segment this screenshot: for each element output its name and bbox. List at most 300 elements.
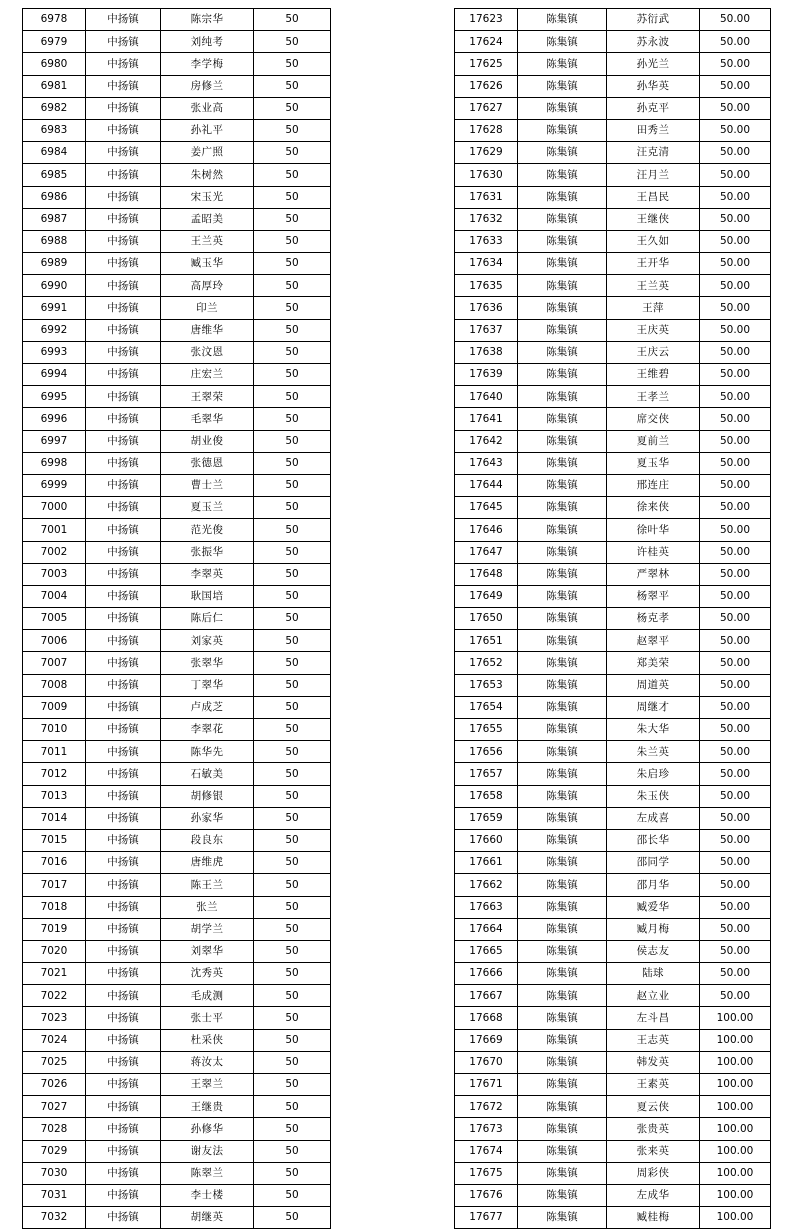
cell-town: 陈集镇 xyxy=(518,763,607,785)
table-row xyxy=(23,940,331,962)
cell-id: 17640 xyxy=(455,386,518,408)
cell-amount: 50.00 xyxy=(700,319,771,341)
cell-amount: 50.00 xyxy=(700,119,771,141)
cell-amount: 50.00 xyxy=(700,719,771,741)
cell-town: 陈集镇 xyxy=(518,874,607,896)
cell-amount: 50 xyxy=(254,829,331,851)
cell-amount: 50.00 xyxy=(700,519,771,541)
cell-name: 王兰英 xyxy=(607,275,700,297)
cell-name: 张士平 xyxy=(161,1007,254,1029)
cell-amount: 50 xyxy=(254,186,331,208)
cell-id: 6984 xyxy=(23,142,86,164)
cell-name: 唐维虎 xyxy=(161,852,254,874)
cell-town: 陈集镇 xyxy=(518,541,607,563)
cell-name: 张翠华 xyxy=(161,652,254,674)
table-row xyxy=(23,452,331,474)
cell-town: 中扬镇 xyxy=(86,474,161,496)
cell-town: 中扬镇 xyxy=(86,652,161,674)
cell-amount: 50.00 xyxy=(700,763,771,785)
table-row xyxy=(23,341,331,363)
cell-town: 陈集镇 xyxy=(518,829,607,851)
cell-town: 中扬镇 xyxy=(86,696,161,718)
cell-amount: 50 xyxy=(254,1051,331,1073)
table-row xyxy=(23,1140,331,1162)
table-row xyxy=(23,186,331,208)
cell-town: 陈集镇 xyxy=(518,386,607,408)
cell-town: 陈集镇 xyxy=(518,253,607,275)
cell-town: 中扬镇 xyxy=(86,585,161,607)
cell-id: 17659 xyxy=(455,807,518,829)
cell-amount: 50 xyxy=(254,652,331,674)
table-row xyxy=(455,719,771,741)
cell-id: 17645 xyxy=(455,497,518,519)
table-row xyxy=(23,608,331,630)
cell-amount: 50.00 xyxy=(700,430,771,452)
cell-id: 7012 xyxy=(23,763,86,785)
cell-name: 臧月梅 xyxy=(607,918,700,940)
cell-name: 王萍 xyxy=(607,297,700,319)
cell-town: 陈集镇 xyxy=(518,1051,607,1073)
cell-amount: 50.00 xyxy=(700,142,771,164)
cell-id: 17629 xyxy=(455,142,518,164)
cell-name: 唐维华 xyxy=(161,319,254,341)
cell-name: 胡业俊 xyxy=(161,430,254,452)
cell-name: 孙克平 xyxy=(607,97,700,119)
cell-name: 周继才 xyxy=(607,696,700,718)
cell-town: 陈集镇 xyxy=(518,408,607,430)
cell-amount: 50.00 xyxy=(700,963,771,985)
cell-id: 17656 xyxy=(455,741,518,763)
cell-id: 17630 xyxy=(455,164,518,186)
table-row xyxy=(23,741,331,763)
cell-town: 陈集镇 xyxy=(518,1140,607,1162)
cell-id: 17626 xyxy=(455,75,518,97)
cell-amount: 50 xyxy=(254,275,331,297)
cell-id: 17655 xyxy=(455,719,518,741)
cell-name: 胡继英 xyxy=(161,1207,254,1229)
cell-id: 17663 xyxy=(455,896,518,918)
cell-amount: 50 xyxy=(254,1207,331,1229)
cell-name: 李翠英 xyxy=(161,563,254,585)
table-row xyxy=(23,696,331,718)
table-row xyxy=(455,985,771,1007)
cell-amount: 50.00 xyxy=(700,186,771,208)
table-row xyxy=(23,164,331,186)
cell-amount: 50 xyxy=(254,497,331,519)
cell-town: 陈集镇 xyxy=(518,1029,607,1051)
cell-town: 中扬镇 xyxy=(86,341,161,363)
cell-name: 孙修华 xyxy=(161,1118,254,1140)
table-row xyxy=(23,985,331,1007)
cell-town: 陈集镇 xyxy=(518,1184,607,1206)
cell-id: 17672 xyxy=(455,1096,518,1118)
table-row xyxy=(455,97,771,119)
table-row xyxy=(23,630,331,652)
cell-id: 7010 xyxy=(23,719,86,741)
cell-id: 17637 xyxy=(455,319,518,341)
cell-town: 中扬镇 xyxy=(86,497,161,519)
cell-name: 王昌民 xyxy=(607,186,700,208)
table-row xyxy=(455,519,771,541)
table-row xyxy=(455,563,771,585)
cell-amount: 50.00 xyxy=(700,364,771,386)
table-row xyxy=(455,142,771,164)
table-row xyxy=(455,253,771,275)
table-row xyxy=(455,497,771,519)
cell-name: 周彩侠 xyxy=(607,1162,700,1184)
cell-id: 17657 xyxy=(455,763,518,785)
cell-town: 中扬镇 xyxy=(86,918,161,940)
cell-town: 陈集镇 xyxy=(518,341,607,363)
cell-id: 6995 xyxy=(23,386,86,408)
table-row xyxy=(23,541,331,563)
table-row xyxy=(455,608,771,630)
cell-amount: 100.00 xyxy=(700,1118,771,1140)
cell-id: 17634 xyxy=(455,253,518,275)
cell-name: 苏衍武 xyxy=(607,9,700,31)
cell-town: 陈集镇 xyxy=(518,896,607,918)
cell-id: 7005 xyxy=(23,608,86,630)
cell-name: 宋玉光 xyxy=(161,186,254,208)
cell-town: 中扬镇 xyxy=(86,319,161,341)
cell-name: 庄宏兰 xyxy=(161,364,254,386)
cell-town: 陈集镇 xyxy=(518,940,607,962)
cell-name: 席交侠 xyxy=(607,408,700,430)
cell-town: 中扬镇 xyxy=(86,563,161,585)
cell-amount: 50.00 xyxy=(700,807,771,829)
cell-amount: 50 xyxy=(254,1162,331,1184)
cell-town: 中扬镇 xyxy=(86,608,161,630)
cell-amount: 50.00 xyxy=(700,896,771,918)
table-row xyxy=(23,297,331,319)
cell-id: 17650 xyxy=(455,608,518,630)
cell-amount: 50.00 xyxy=(700,208,771,230)
table-row xyxy=(455,829,771,851)
cell-name: 徐叶华 xyxy=(607,519,700,541)
table-row xyxy=(455,452,771,474)
cell-name: 石敏美 xyxy=(161,763,254,785)
cell-id: 6996 xyxy=(23,408,86,430)
table-row xyxy=(455,186,771,208)
cell-id: 6981 xyxy=(23,75,86,97)
cell-amount: 50 xyxy=(254,364,331,386)
cell-name: 杨克孝 xyxy=(607,608,700,630)
cell-amount: 50 xyxy=(254,807,331,829)
cell-amount: 50 xyxy=(254,852,331,874)
cell-name: 孙家华 xyxy=(161,807,254,829)
cell-id: 7013 xyxy=(23,785,86,807)
cell-amount: 50 xyxy=(254,940,331,962)
cell-amount: 50.00 xyxy=(700,497,771,519)
cell-id: 17668 xyxy=(455,1007,518,1029)
cell-amount: 50.00 xyxy=(700,696,771,718)
cell-name: 印兰 xyxy=(161,297,254,319)
table-row xyxy=(455,741,771,763)
cell-town: 中扬镇 xyxy=(86,829,161,851)
cell-name: 韩发英 xyxy=(607,1051,700,1073)
cell-town: 中扬镇 xyxy=(86,297,161,319)
cell-id: 17647 xyxy=(455,541,518,563)
cell-amount: 50 xyxy=(254,1184,331,1206)
cell-name: 邵同学 xyxy=(607,852,700,874)
cell-id: 17639 xyxy=(455,364,518,386)
table-row xyxy=(455,652,771,674)
cell-amount: 50.00 xyxy=(700,874,771,896)
cell-town: 陈集镇 xyxy=(518,674,607,696)
cell-amount: 50.00 xyxy=(700,230,771,252)
cell-name: 王素英 xyxy=(607,1074,700,1096)
cell-id: 7026 xyxy=(23,1074,86,1096)
cell-town: 中扬镇 xyxy=(86,9,161,31)
cell-amount: 50.00 xyxy=(700,297,771,319)
cell-name: 范光俊 xyxy=(161,519,254,541)
table-row xyxy=(23,852,331,874)
cell-id: 17641 xyxy=(455,408,518,430)
cell-id: 7032 xyxy=(23,1207,86,1229)
table-row xyxy=(23,519,331,541)
table-row xyxy=(23,9,331,31)
cell-name: 邵月华 xyxy=(607,874,700,896)
cell-id: 17623 xyxy=(455,9,518,31)
cell-name: 孙光兰 xyxy=(607,53,700,75)
table-row xyxy=(23,253,331,275)
cell-name: 胡学兰 xyxy=(161,918,254,940)
cell-id: 7023 xyxy=(23,1007,86,1029)
cell-name: 许桂英 xyxy=(607,541,700,563)
cell-name: 苏永波 xyxy=(607,31,700,53)
cell-town: 陈集镇 xyxy=(518,1162,607,1184)
cell-id: 17627 xyxy=(455,97,518,119)
cell-amount: 50.00 xyxy=(700,741,771,763)
cell-amount: 50 xyxy=(254,563,331,585)
cell-id: 6991 xyxy=(23,297,86,319)
cell-amount: 50.00 xyxy=(700,341,771,363)
cell-town: 中扬镇 xyxy=(86,430,161,452)
cell-amount: 50 xyxy=(254,719,331,741)
cell-name: 朱兰英 xyxy=(607,741,700,763)
cell-name: 姜广照 xyxy=(161,142,254,164)
cell-town: 陈集镇 xyxy=(518,963,607,985)
cell-amount: 50 xyxy=(254,1029,331,1051)
cell-town: 陈集镇 xyxy=(518,319,607,341)
cell-town: 陈集镇 xyxy=(518,741,607,763)
cell-name: 谢友法 xyxy=(161,1140,254,1162)
cell-id: 17675 xyxy=(455,1162,518,1184)
cell-id: 17649 xyxy=(455,585,518,607)
cell-amount: 100.00 xyxy=(700,1051,771,1073)
table-row xyxy=(455,341,771,363)
table-row xyxy=(455,1007,771,1029)
cell-id: 7019 xyxy=(23,918,86,940)
cell-name: 朱玉侠 xyxy=(607,785,700,807)
cell-town: 陈集镇 xyxy=(518,31,607,53)
cell-name: 臧爱华 xyxy=(607,896,700,918)
cell-town: 陈集镇 xyxy=(518,630,607,652)
table-row xyxy=(23,652,331,674)
cell-id: 7008 xyxy=(23,674,86,696)
table-row xyxy=(23,918,331,940)
cell-id: 7007 xyxy=(23,652,86,674)
cell-id: 17651 xyxy=(455,630,518,652)
cell-name: 陈宗华 xyxy=(161,9,254,31)
cell-town: 中扬镇 xyxy=(86,408,161,430)
cell-id: 7015 xyxy=(23,829,86,851)
cell-id: 17671 xyxy=(455,1074,518,1096)
table-row xyxy=(23,563,331,585)
table-row xyxy=(23,674,331,696)
table-row xyxy=(23,1184,331,1206)
cell-id: 17676 xyxy=(455,1184,518,1206)
cell-town: 中扬镇 xyxy=(86,741,161,763)
cell-id: 17660 xyxy=(455,829,518,851)
cell-name: 朱启珍 xyxy=(607,763,700,785)
cell-id: 7003 xyxy=(23,563,86,585)
cell-amount: 50.00 xyxy=(700,563,771,585)
table-row xyxy=(23,119,331,141)
table-row xyxy=(23,1029,331,1051)
cell-town: 陈集镇 xyxy=(518,652,607,674)
cell-town: 中扬镇 xyxy=(86,763,161,785)
cell-town: 中扬镇 xyxy=(86,230,161,252)
cell-town: 中扬镇 xyxy=(86,164,161,186)
cell-name: 王庆云 xyxy=(607,341,700,363)
cell-id: 7000 xyxy=(23,497,86,519)
cell-id: 7025 xyxy=(23,1051,86,1073)
cell-name: 王孝兰 xyxy=(607,386,700,408)
cell-id: 7004 xyxy=(23,585,86,607)
cell-id: 6980 xyxy=(23,53,86,75)
cell-amount: 50.00 xyxy=(700,275,771,297)
cell-town: 中扬镇 xyxy=(86,31,161,53)
table-row xyxy=(455,208,771,230)
cell-name: 陈后仁 xyxy=(161,608,254,630)
cell-amount: 50.00 xyxy=(700,31,771,53)
cell-id: 7001 xyxy=(23,519,86,541)
cell-name: 汪月兰 xyxy=(607,164,700,186)
cell-town: 中扬镇 xyxy=(86,896,161,918)
cell-id: 6993 xyxy=(23,341,86,363)
cell-amount: 50 xyxy=(254,630,331,652)
cell-town: 中扬镇 xyxy=(86,985,161,1007)
cell-name: 孙华英 xyxy=(607,75,700,97)
cell-name: 孟昭美 xyxy=(161,208,254,230)
table-row xyxy=(455,696,771,718)
cell-name: 朱大华 xyxy=(607,719,700,741)
cell-id: 6988 xyxy=(23,230,86,252)
table-row xyxy=(23,230,331,252)
cell-town: 中扬镇 xyxy=(86,519,161,541)
table-row xyxy=(455,386,771,408)
table-row xyxy=(455,763,771,785)
cell-town: 中扬镇 xyxy=(86,386,161,408)
cell-id: 17673 xyxy=(455,1118,518,1140)
cell-name: 徐来侠 xyxy=(607,497,700,519)
cell-name: 夏云侠 xyxy=(607,1096,700,1118)
cell-name: 左斗昌 xyxy=(607,1007,700,1029)
cell-id: 7027 xyxy=(23,1096,86,1118)
cell-town: 陈集镇 xyxy=(518,1007,607,1029)
cell-amount: 50 xyxy=(254,696,331,718)
table-row xyxy=(23,1162,331,1184)
cell-town: 陈集镇 xyxy=(518,1207,607,1229)
table-row xyxy=(455,53,771,75)
cell-id: 17661 xyxy=(455,852,518,874)
table-row xyxy=(23,763,331,785)
cell-amount: 50 xyxy=(254,9,331,31)
cell-name: 段良东 xyxy=(161,829,254,851)
table-row xyxy=(455,807,771,829)
cell-id: 17669 xyxy=(455,1029,518,1051)
table-row xyxy=(455,963,771,985)
table-row xyxy=(23,807,331,829)
cell-id: 17624 xyxy=(455,31,518,53)
cell-name: 左成华 xyxy=(607,1184,700,1206)
table-row xyxy=(455,585,771,607)
cell-town: 陈集镇 xyxy=(518,719,607,741)
cell-amount: 50 xyxy=(254,408,331,430)
cell-id: 17642 xyxy=(455,430,518,452)
cell-amount: 50.00 xyxy=(700,75,771,97)
cell-id: 17643 xyxy=(455,452,518,474)
cell-id: 17677 xyxy=(455,1207,518,1229)
cell-town: 陈集镇 xyxy=(518,918,607,940)
cell-town: 中扬镇 xyxy=(86,142,161,164)
cell-name: 陈翠兰 xyxy=(161,1162,254,1184)
cell-town: 陈集镇 xyxy=(518,208,607,230)
cell-name: 李学梅 xyxy=(161,53,254,75)
table-row xyxy=(23,1074,331,1096)
cell-name: 王久如 xyxy=(607,230,700,252)
cell-name: 邢连庄 xyxy=(607,474,700,496)
cell-amount: 50.00 xyxy=(700,674,771,696)
cell-id: 17625 xyxy=(455,53,518,75)
cell-id: 6999 xyxy=(23,474,86,496)
cell-amount: 50 xyxy=(254,674,331,696)
table-row xyxy=(23,53,331,75)
cell-amount: 50 xyxy=(254,386,331,408)
cell-town: 中扬镇 xyxy=(86,940,161,962)
cell-id: 6987 xyxy=(23,208,86,230)
table-row xyxy=(455,940,771,962)
cell-town: 陈集镇 xyxy=(518,119,607,141)
cell-amount: 50 xyxy=(254,31,331,53)
cell-amount: 50.00 xyxy=(700,585,771,607)
cell-id: 7018 xyxy=(23,896,86,918)
cell-id: 7020 xyxy=(23,940,86,962)
cell-id: 17652 xyxy=(455,652,518,674)
cell-name: 臧玉华 xyxy=(161,253,254,275)
cell-amount: 50 xyxy=(254,319,331,341)
cell-name: 张兰 xyxy=(161,896,254,918)
cell-name: 左成喜 xyxy=(607,807,700,829)
cell-town: 陈集镇 xyxy=(518,696,607,718)
cell-amount: 50 xyxy=(254,230,331,252)
table-row xyxy=(23,1096,331,1118)
cell-amount: 50.00 xyxy=(700,630,771,652)
cell-amount: 50.00 xyxy=(700,408,771,430)
cell-amount: 50 xyxy=(254,1140,331,1162)
table-row xyxy=(455,1162,771,1184)
cell-town: 陈集镇 xyxy=(518,75,607,97)
roster-table-right xyxy=(454,8,771,1229)
cell-id: 17628 xyxy=(455,119,518,141)
cell-name: 张来英 xyxy=(607,1140,700,1162)
cell-town: 陈集镇 xyxy=(518,275,607,297)
roster-table-right-body xyxy=(455,9,771,1229)
cell-name: 严翠林 xyxy=(607,563,700,585)
cell-town: 中扬镇 xyxy=(86,1051,161,1073)
cell-id: 17631 xyxy=(455,186,518,208)
